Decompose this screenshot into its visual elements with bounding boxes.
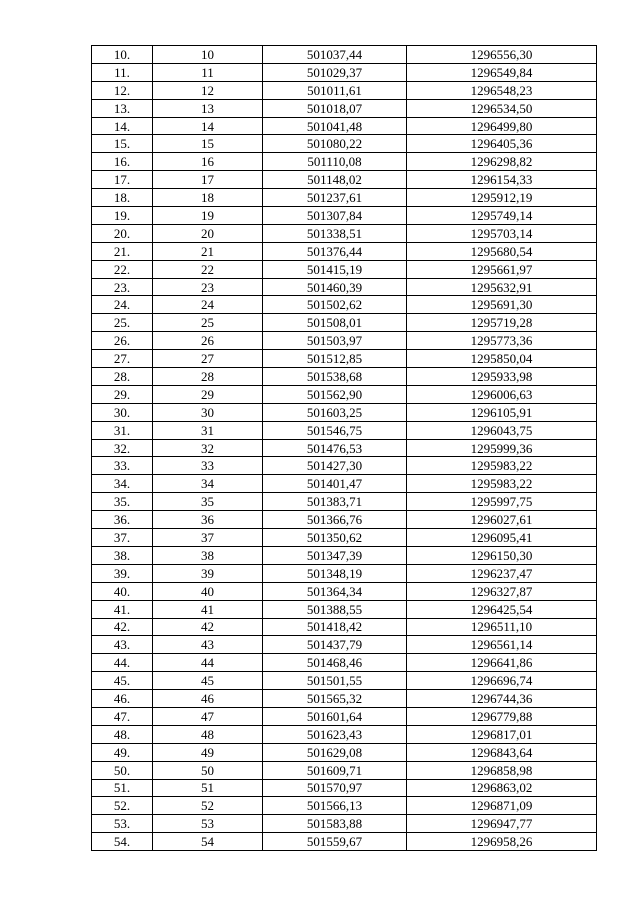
- row-number-cell: 49.: [92, 743, 153, 761]
- table-row: [92, 493, 597, 511]
- table-row: [92, 511, 597, 529]
- x-coordinate-cell: 501011,61: [263, 81, 407, 99]
- x-coordinate-cell: 501029,37: [263, 63, 407, 81]
- x-coordinate-cell: 501041,48: [263, 117, 407, 135]
- x-coordinate-cell: 501501,55: [263, 672, 407, 690]
- table-row: [92, 117, 597, 135]
- row-number-cell: 43.: [92, 636, 153, 654]
- table-row: [92, 690, 597, 708]
- y-coordinate-cell: 1296534,50: [407, 99, 597, 117]
- point-number-cell: 51: [153, 779, 263, 797]
- table-row: [92, 618, 597, 636]
- point-number-cell: 32: [153, 439, 263, 457]
- y-coordinate-cell: 1296561,14: [407, 636, 597, 654]
- y-coordinate-cell: 1295749,14: [407, 207, 597, 225]
- x-coordinate-cell: 501415,19: [263, 260, 407, 278]
- y-coordinate-cell: 1295703,14: [407, 224, 597, 242]
- x-coordinate-cell: 501350,62: [263, 529, 407, 547]
- x-coordinate-cell: 501601,64: [263, 707, 407, 725]
- y-coordinate-cell: 1295680,54: [407, 242, 597, 260]
- x-coordinate-cell: 501570,97: [263, 779, 407, 797]
- y-coordinate-cell: 1296548,23: [407, 81, 597, 99]
- point-number-cell: 28: [153, 368, 263, 386]
- y-coordinate-cell: 1295912,19: [407, 189, 597, 207]
- point-number-cell: 46: [153, 690, 263, 708]
- point-number-cell: 14: [153, 117, 263, 135]
- y-coordinate-cell: 1295719,28: [407, 314, 597, 332]
- table-row: [92, 189, 597, 207]
- point-number-cell: 44: [153, 654, 263, 672]
- x-coordinate-cell: 501566,13: [263, 797, 407, 815]
- x-coordinate-cell: 501508,01: [263, 314, 407, 332]
- x-coordinate-cell: 501546,75: [263, 421, 407, 439]
- coordinates-table-body: [92, 46, 597, 851]
- x-coordinate-cell: 501503,97: [263, 332, 407, 350]
- point-number-cell: 29: [153, 385, 263, 403]
- table-row: [92, 224, 597, 242]
- row-number-cell: 35.: [92, 493, 153, 511]
- row-number-cell: 20.: [92, 224, 153, 242]
- row-number-cell: 40.: [92, 582, 153, 600]
- table-row: [92, 761, 597, 779]
- row-number-cell: 18.: [92, 189, 153, 207]
- row-number-cell: 52.: [92, 797, 153, 815]
- row-number-cell: 16.: [92, 153, 153, 171]
- row-number-cell: 26.: [92, 332, 153, 350]
- table-row: [92, 564, 597, 582]
- point-number-cell: 21: [153, 242, 263, 260]
- y-coordinate-cell: 1296027,61: [407, 511, 597, 529]
- table-row: [92, 385, 597, 403]
- row-number-cell: 24.: [92, 296, 153, 314]
- y-coordinate-cell: 1295999,36: [407, 439, 597, 457]
- x-coordinate-cell: 501565,32: [263, 690, 407, 708]
- x-coordinate-cell: 501037,44: [263, 46, 407, 64]
- table-row: [92, 207, 597, 225]
- x-coordinate-cell: 501364,34: [263, 582, 407, 600]
- x-coordinate-cell: 501383,71: [263, 493, 407, 511]
- row-number-cell: 33.: [92, 457, 153, 475]
- row-number-cell: 36.: [92, 511, 153, 529]
- y-coordinate-cell: 1296817,01: [407, 725, 597, 743]
- row-number-cell: 11.: [92, 63, 153, 81]
- row-number-cell: 37.: [92, 529, 153, 547]
- point-number-cell: 31: [153, 421, 263, 439]
- x-coordinate-cell: 501348,19: [263, 564, 407, 582]
- x-coordinate-cell: 501080,22: [263, 135, 407, 153]
- row-number-cell: 23.: [92, 278, 153, 296]
- table-row: [92, 457, 597, 475]
- row-number-cell: 27.: [92, 350, 153, 368]
- row-number-cell: 34.: [92, 475, 153, 493]
- point-number-cell: 40: [153, 582, 263, 600]
- point-number-cell: 25: [153, 314, 263, 332]
- point-number-cell: 13: [153, 99, 263, 117]
- table-row: [92, 171, 597, 189]
- table-row: [92, 278, 597, 296]
- table-row: [92, 403, 597, 421]
- table-row: [92, 81, 597, 99]
- row-number-cell: 29.: [92, 385, 153, 403]
- y-coordinate-cell: 1296154,33: [407, 171, 597, 189]
- table-row: [92, 153, 597, 171]
- point-number-cell: 54: [153, 833, 263, 851]
- point-number-cell: 20: [153, 224, 263, 242]
- table-row: [92, 135, 597, 153]
- y-coordinate-cell: 1295632,91: [407, 278, 597, 296]
- x-coordinate-cell: 501502,62: [263, 296, 407, 314]
- y-coordinate-cell: 1296958,26: [407, 833, 597, 851]
- x-coordinate-cell: 501460,39: [263, 278, 407, 296]
- x-coordinate-cell: 501110,08: [263, 153, 407, 171]
- point-number-cell: 47: [153, 707, 263, 725]
- row-number-cell: 30.: [92, 403, 153, 421]
- point-number-cell: 35: [153, 493, 263, 511]
- x-coordinate-cell: 501347,39: [263, 546, 407, 564]
- y-coordinate-cell: 1296499,80: [407, 117, 597, 135]
- x-coordinate-cell: 501559,67: [263, 833, 407, 851]
- table-row: [92, 725, 597, 743]
- table-row: [92, 314, 597, 332]
- row-number-cell: 44.: [92, 654, 153, 672]
- y-coordinate-cell: 1295997,75: [407, 493, 597, 511]
- row-number-cell: 41.: [92, 600, 153, 618]
- point-number-cell: 26: [153, 332, 263, 350]
- x-coordinate-cell: 501583,88: [263, 815, 407, 833]
- table-row: [92, 797, 597, 815]
- row-number-cell: 31.: [92, 421, 153, 439]
- table-row: [92, 833, 597, 851]
- x-coordinate-cell: 501148,02: [263, 171, 407, 189]
- point-number-cell: 49: [153, 743, 263, 761]
- point-number-cell: 10: [153, 46, 263, 64]
- y-coordinate-cell: 1295983,22: [407, 475, 597, 493]
- row-number-cell: 17.: [92, 171, 153, 189]
- point-number-cell: 41: [153, 600, 263, 618]
- table-row: [92, 546, 597, 564]
- point-number-cell: 27: [153, 350, 263, 368]
- table-row: [92, 242, 597, 260]
- y-coordinate-cell: 1296556,30: [407, 46, 597, 64]
- point-number-cell: 23: [153, 278, 263, 296]
- row-number-cell: 51.: [92, 779, 153, 797]
- point-number-cell: 11: [153, 63, 263, 81]
- point-number-cell: 48: [153, 725, 263, 743]
- point-number-cell: 33: [153, 457, 263, 475]
- row-number-cell: 47.: [92, 707, 153, 725]
- x-coordinate-cell: 501338,51: [263, 224, 407, 242]
- row-number-cell: 25.: [92, 314, 153, 332]
- table-row: [92, 439, 597, 457]
- y-coordinate-cell: 1296327,87: [407, 582, 597, 600]
- x-coordinate-cell: 501476,53: [263, 439, 407, 457]
- y-coordinate-cell: 1296696,74: [407, 672, 597, 690]
- table-row: [92, 600, 597, 618]
- x-coordinate-cell: 501401,47: [263, 475, 407, 493]
- y-coordinate-cell: 1295773,36: [407, 332, 597, 350]
- y-coordinate-cell: 1296150,30: [407, 546, 597, 564]
- table-row: [92, 815, 597, 833]
- y-coordinate-cell: 1296947,77: [407, 815, 597, 833]
- y-coordinate-cell: 1296744,36: [407, 690, 597, 708]
- table-row: [92, 296, 597, 314]
- y-coordinate-cell: 1296863,02: [407, 779, 597, 797]
- y-coordinate-cell: 1295661,97: [407, 260, 597, 278]
- row-number-cell: 48.: [92, 725, 153, 743]
- row-number-cell: 22.: [92, 260, 153, 278]
- point-number-cell: 52: [153, 797, 263, 815]
- point-number-cell: 42: [153, 618, 263, 636]
- point-number-cell: 45: [153, 672, 263, 690]
- row-number-cell: 10.: [92, 46, 153, 64]
- y-coordinate-cell: 1296511,10: [407, 618, 597, 636]
- row-number-cell: 19.: [92, 207, 153, 225]
- x-coordinate-cell: 501366,76: [263, 511, 407, 529]
- y-coordinate-cell: 1295983,22: [407, 457, 597, 475]
- point-number-cell: 53: [153, 815, 263, 833]
- table-row: [92, 582, 597, 600]
- row-number-cell: 38.: [92, 546, 153, 564]
- row-number-cell: 15.: [92, 135, 153, 153]
- point-number-cell: 16: [153, 153, 263, 171]
- y-coordinate-cell: 1296843,64: [407, 743, 597, 761]
- row-number-cell: 13.: [92, 99, 153, 117]
- x-coordinate-cell: 501376,44: [263, 242, 407, 260]
- x-coordinate-cell: 501468,46: [263, 654, 407, 672]
- point-number-cell: 36: [153, 511, 263, 529]
- x-coordinate-cell: 501609,71: [263, 761, 407, 779]
- point-number-cell: 12: [153, 81, 263, 99]
- y-coordinate-cell: 1296043,75: [407, 421, 597, 439]
- point-number-cell: 19: [153, 207, 263, 225]
- y-coordinate-cell: 1296095,41: [407, 529, 597, 547]
- point-number-cell: 15: [153, 135, 263, 153]
- point-number-cell: 22: [153, 260, 263, 278]
- x-coordinate-cell: 501388,55: [263, 600, 407, 618]
- y-coordinate-cell: 1296298,82: [407, 153, 597, 171]
- y-coordinate-cell: 1296405,36: [407, 135, 597, 153]
- table-row: [92, 707, 597, 725]
- table-row: [92, 636, 597, 654]
- y-coordinate-cell: 1296779,88: [407, 707, 597, 725]
- x-coordinate-cell: 501307,84: [263, 207, 407, 225]
- table-row: [92, 332, 597, 350]
- row-number-cell: 54.: [92, 833, 153, 851]
- x-coordinate-cell: 501237,61: [263, 189, 407, 207]
- row-number-cell: 42.: [92, 618, 153, 636]
- point-number-cell: 17: [153, 171, 263, 189]
- y-coordinate-cell: 1296006,63: [407, 385, 597, 403]
- y-coordinate-cell: 1296549,84: [407, 63, 597, 81]
- y-coordinate-cell: 1296237,47: [407, 564, 597, 582]
- row-number-cell: 14.: [92, 117, 153, 135]
- point-number-cell: 38: [153, 546, 263, 564]
- point-number-cell: 34: [153, 475, 263, 493]
- y-coordinate-cell: 1296105,91: [407, 403, 597, 421]
- row-number-cell: 28.: [92, 368, 153, 386]
- x-coordinate-cell: 501629,08: [263, 743, 407, 761]
- row-number-cell: 45.: [92, 672, 153, 690]
- table-row: [92, 743, 597, 761]
- y-coordinate-cell: 1296425,54: [407, 600, 597, 618]
- table-row: [92, 260, 597, 278]
- table-row: [92, 350, 597, 368]
- point-number-cell: 43: [153, 636, 263, 654]
- table-row: [92, 779, 597, 797]
- y-coordinate-cell: 1295933,98: [407, 368, 597, 386]
- x-coordinate-cell: 501562,90: [263, 385, 407, 403]
- table-row: [92, 46, 597, 64]
- x-coordinate-cell: 501512,85: [263, 350, 407, 368]
- row-number-cell: 46.: [92, 690, 153, 708]
- x-coordinate-cell: 501538,68: [263, 368, 407, 386]
- row-number-cell: 12.: [92, 81, 153, 99]
- point-number-cell: 24: [153, 296, 263, 314]
- row-number-cell: 50.: [92, 761, 153, 779]
- point-number-cell: 39: [153, 564, 263, 582]
- x-coordinate-cell: 501603,25: [263, 403, 407, 421]
- point-number-cell: 30: [153, 403, 263, 421]
- y-coordinate-cell: 1295691,30: [407, 296, 597, 314]
- point-number-cell: 50: [153, 761, 263, 779]
- y-coordinate-cell: 1296641,86: [407, 654, 597, 672]
- table-row: [92, 368, 597, 386]
- point-number-cell: 18: [153, 189, 263, 207]
- y-coordinate-cell: 1296871,09: [407, 797, 597, 815]
- x-coordinate-cell: 501437,79: [263, 636, 407, 654]
- table-row: [92, 654, 597, 672]
- x-coordinate-cell: 501018,07: [263, 99, 407, 117]
- x-coordinate-cell: 501623,43: [263, 725, 407, 743]
- row-number-cell: 21.: [92, 242, 153, 260]
- row-number-cell: 32.: [92, 439, 153, 457]
- row-number-cell: 39.: [92, 564, 153, 582]
- row-number-cell: 53.: [92, 815, 153, 833]
- table-row: [92, 672, 597, 690]
- table-row: [92, 529, 597, 547]
- table-row: [92, 421, 597, 439]
- table-row: [92, 475, 597, 493]
- table-row: [92, 63, 597, 81]
- point-number-cell: 37: [153, 529, 263, 547]
- y-coordinate-cell: 1296858,98: [407, 761, 597, 779]
- coordinates-table: [91, 45, 597, 851]
- x-coordinate-cell: 501418,42: [263, 618, 407, 636]
- y-coordinate-cell: 1295850,04: [407, 350, 597, 368]
- x-coordinate-cell: 501427,30: [263, 457, 407, 475]
- table-row: [92, 99, 597, 117]
